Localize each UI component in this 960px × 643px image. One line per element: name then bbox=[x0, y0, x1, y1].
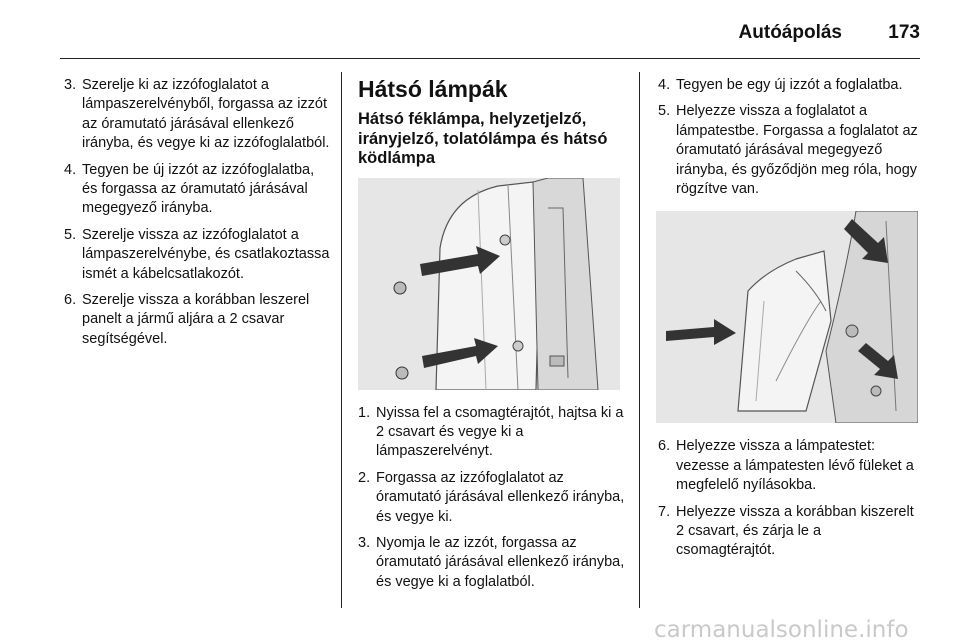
steps-list-2 bbox=[358, 404, 626, 593]
lamp-removal-drawing bbox=[358, 178, 620, 390]
steps-list-4 bbox=[658, 437, 924, 560]
steps-list-1 bbox=[64, 76, 330, 349]
step-number: 2. bbox=[358, 469, 371, 486]
section-subheading: Hátsó féklámpa, helyzetjelző, irányjelző, tolatólámpa és hátsó ködlámpa bbox=[358, 110, 608, 167]
list-item bbox=[64, 76, 330, 154]
step-text: Szerelje ki az izzófoglalatot a lámpaszerelvényből, forgassa az izzót az óramutató járásával ellenkező irányba, és vegye ki az izzófoglalatból. bbox=[82, 77, 330, 152]
step-text: Tegyen be egy új izzót a foglalatba. bbox=[676, 77, 903, 93]
step-number: 4. bbox=[64, 161, 77, 178]
column-divider-2 bbox=[639, 72, 640, 608]
column-1 bbox=[64, 76, 330, 356]
step-text: Tegyen be új izzót az izzófoglalatba, és forgassa az óramutató járásával megegyező irányba. bbox=[82, 161, 315, 217]
step-text: Helyezze vissza a foglalatot a lámpatestbe. Forgassa a foglalatot az óramutató járásával megegyező irányba, és győződjön meg róla, hogy rögzítve van. bbox=[676, 103, 918, 198]
column-3 bbox=[658, 76, 924, 568]
list-item bbox=[358, 534, 626, 592]
step-number: 6. bbox=[658, 438, 671, 455]
step-number: 3. bbox=[64, 77, 77, 93]
list-item bbox=[358, 404, 626, 462]
page-number: 173 bbox=[888, 22, 920, 43]
step-text: Szerelje vissza a korábban leszerel panelt a jármű aljára a 2 csavar segítségével. bbox=[82, 292, 310, 347]
list-item bbox=[64, 226, 330, 284]
step-number: 3. bbox=[358, 534, 371, 551]
lamp-installation-drawing bbox=[656, 211, 918, 423]
step-text: Helyezze vissza a korábban kiszerelt 2 csavart, és zárja le a csomagtérajtót. bbox=[676, 503, 914, 559]
step-number: 6. bbox=[64, 292, 77, 309]
list-item bbox=[64, 161, 330, 219]
step-text: Helyezze vissza a lámpatestet: vezesse a lámpatesten lévő füleket a megfelelő nyílásokba. bbox=[676, 438, 914, 494]
page-title: Autóápolás bbox=[738, 22, 842, 43]
column-2 bbox=[358, 76, 626, 599]
watermark: carmanualsonline.info bbox=[654, 617, 909, 643]
step-text: Szerelje vissza az izzófoglalatot a lámpaszerelvénybe, és csatlakoztassa ismét a kábelcsatlakozót. bbox=[82, 226, 330, 282]
step-text: Nyomja le az izzót, forgassa az óramutató járásával ellenkező irányba, és vegye ki a foglalatból. bbox=[376, 534, 625, 590]
step-number: 7. bbox=[658, 503, 671, 520]
list-item bbox=[658, 437, 924, 495]
step-number: 5. bbox=[64, 226, 77, 243]
list-item bbox=[658, 503, 924, 561]
list-item bbox=[64, 291, 330, 349]
list-item bbox=[358, 469, 626, 527]
step-number: 1. bbox=[358, 404, 371, 421]
rear-lamp-illustration-1 bbox=[358, 178, 620, 390]
steps-list-3 bbox=[658, 76, 924, 199]
section-heading: Hátsó lámpák bbox=[358, 76, 508, 102]
header-rule bbox=[60, 58, 920, 59]
step-text: Forgassa az izzófoglalatot az óramutató járásával ellenkező irányba, és vegye ki. bbox=[376, 469, 625, 525]
step-number: 5. bbox=[658, 103, 671, 120]
list-item bbox=[658, 102, 924, 199]
step-number: 4. bbox=[658, 77, 671, 93]
step-text: Nyissa fel a csomagtérajtót, hajtsa ki a 2 csavart és vegye ki a lámpaszerelvényt. bbox=[376, 404, 624, 460]
page-header bbox=[0, 0, 960, 62]
rear-lamp-illustration-2 bbox=[656, 211, 918, 423]
column-divider-1 bbox=[341, 72, 342, 608]
list-item bbox=[658, 76, 924, 95]
